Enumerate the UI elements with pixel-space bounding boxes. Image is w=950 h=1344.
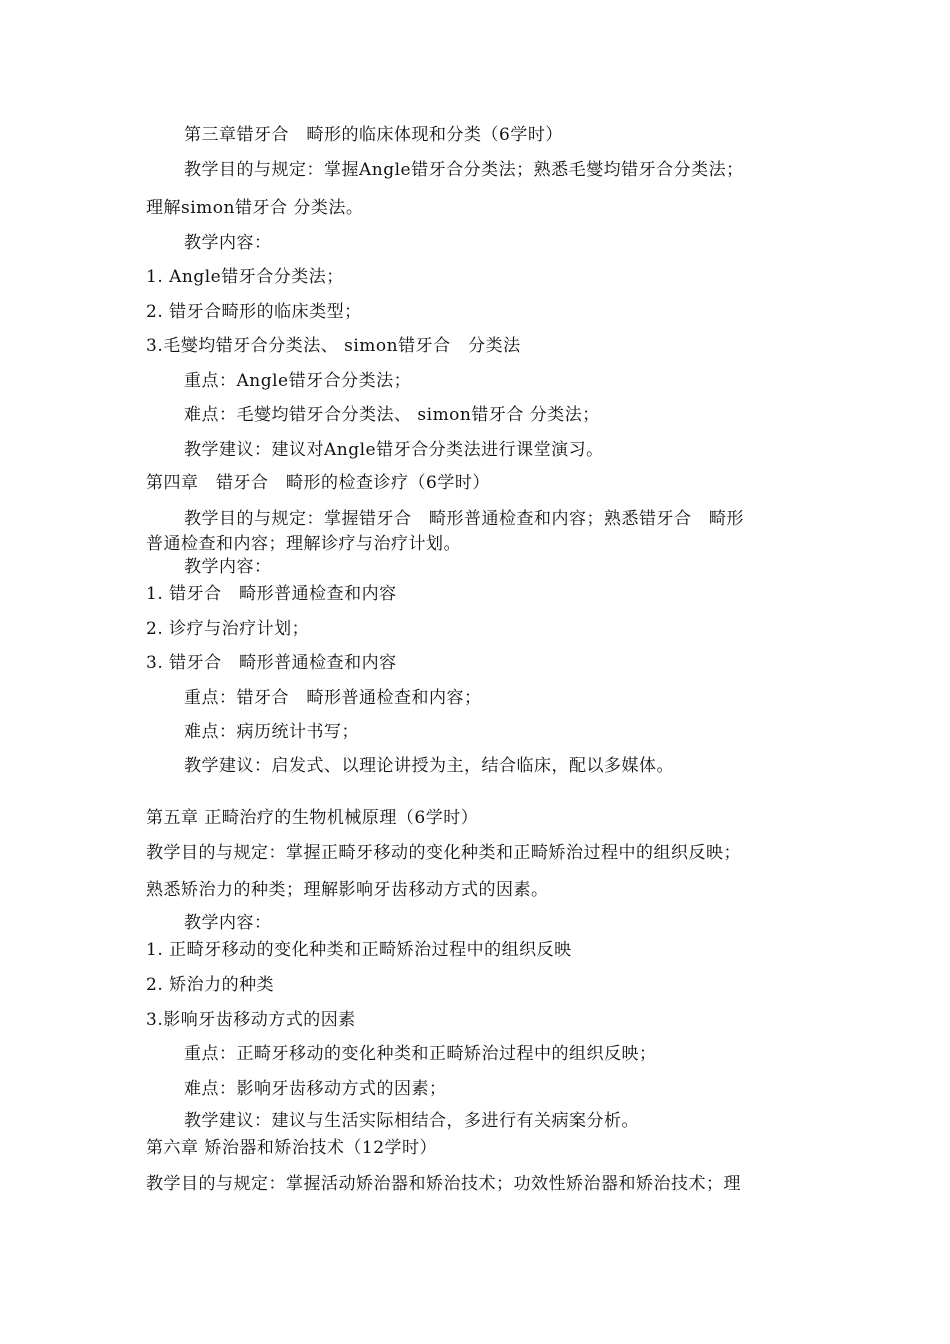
chapter-4-item-3: 3. 错牙合 畸形普通检查和内容 [146, 653, 397, 673]
chapter-4-objectives-cont: 普通检查和内容；理解诊疗与治疗计划。 [146, 534, 461, 554]
chapter-3-item-2: 2. 错牙合畸形的临床类型； [146, 302, 362, 322]
chapter-4-content-label: 教学内容： [184, 557, 272, 577]
chapter-5-suggestion: 教学建议：建议与生活实际相结合，多进行有关病案分析。 [184, 1111, 639, 1131]
chapter-3-objectives: 教学目的与规定：掌握Angle错牙合分类法；熟悉毛燮均错牙合分类法； [184, 160, 744, 180]
chapter-3-item-3: 3.毛燮均错牙合分类法、 simon错牙合 分类法 [146, 336, 521, 356]
chapter-5-item-2: 2. 矫治力的种类 [146, 975, 275, 995]
chapter-4-difficulties: 难点：病历统计书写； [184, 722, 359, 742]
chapter-3-item-1: 1. Angle错牙合分类法； [146, 267, 344, 287]
chapter-4-item-1: 1. 错牙合 畸形普通检查和内容 [146, 584, 397, 604]
chapter-5-item-1: 1. 正畸牙移动的变化种类和正畸矫治过程中的组织反映 [146, 940, 572, 960]
chapter-5-key-points: 重点：正畸牙移动的变化种类和正畸矫治过程中的组织反映； [184, 1044, 657, 1064]
chapter-3-suggestion: 教学建议：建议对Angle错牙合分类法进行课堂演习。 [184, 440, 604, 460]
chapter-4-objectives: 教学目的与规定：掌握错牙合 畸形普通检查和内容；熟悉错牙合 畸形 [184, 509, 744, 529]
chapter-5-content-label: 教学内容： [184, 913, 272, 933]
chapter-5-item-3: 3.影响牙齿移动方式的因素 [146, 1010, 356, 1030]
chapter-4-heading: 第四章 错牙合 畸形的检查诊疗（6学时） [146, 473, 490, 493]
chapter-3-content-label: 教学内容： [184, 233, 272, 253]
chapter-5-objectives-cont: 熟悉矫治力的种类；理解影响牙齿移动方式的因素。 [146, 880, 549, 900]
chapter-3-heading: 第三章错牙合 畸形的临床体现和分类（6学时） [184, 125, 563, 145]
chapter-5-difficulties: 难点：影响牙齿移动方式的因素； [184, 1079, 447, 1099]
chapter-4-key-points: 重点：错牙合 畸形普通检查和内容； [184, 688, 482, 708]
chapter-3-key-points: 重点：Angle错牙合分类法； [184, 371, 412, 391]
chapter-4-item-2: 2. 诊疗与治疗计划； [146, 619, 310, 639]
chapter-4-suggestion: 教学建议：启发式、以理论讲授为主，结合临床，配以多媒体。 [184, 756, 674, 776]
chapter-3-objectives-cont: 理解simon错牙合 分类法。 [146, 198, 364, 218]
chapter-3-difficulties: 难点：毛燮均错牙合分类法、 simon错牙合 分类法； [184, 405, 600, 425]
chapter-6-objectives: 教学目的与规定：掌握活动矫治器和矫治技术；功效性矫治器和矫治技术；理 [146, 1174, 741, 1194]
chapter-5-heading: 第五章 正畸治疗的生物机械原理（6学时） [146, 808, 479, 828]
chapter-5-objectives: 教学目的与规定：掌握正畸牙移动的变化种类和正畸矫治过程中的组织反映； [146, 843, 741, 863]
chapter-6-heading: 第六章 矫治器和矫治技术（12学时） [146, 1138, 438, 1158]
